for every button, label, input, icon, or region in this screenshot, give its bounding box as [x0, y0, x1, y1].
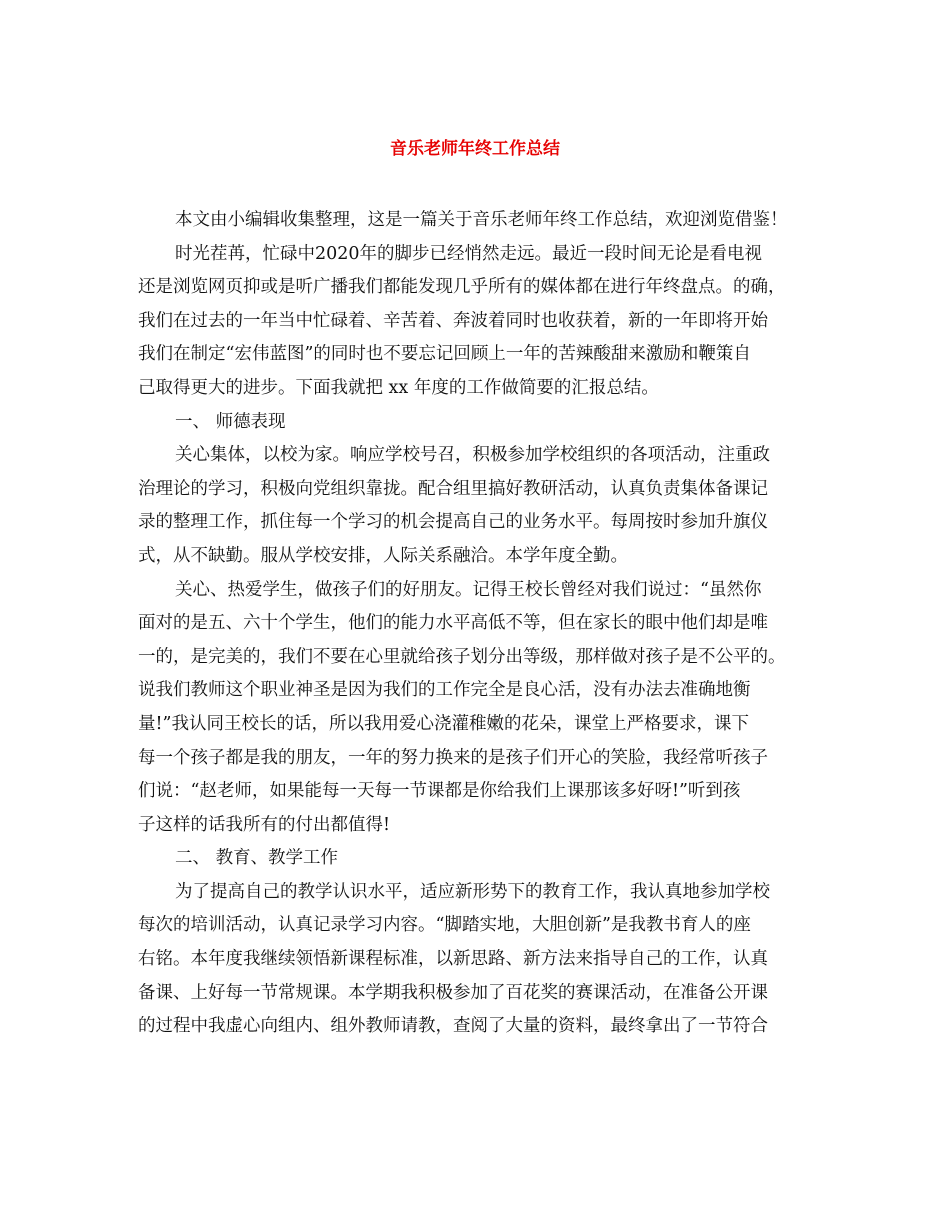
body-text-line: 为了提高自己的教学认识水平，适应新形势下的教育工作，我认真地参加学校 — [175, 881, 770, 902]
body-text-line: 录的整理工作，抓住每一个学习的机会提高自己的业务水平。每周按时参加升旗仪 — [138, 512, 768, 533]
body-text-line: 二、 教育、教学工作 — [175, 848, 339, 869]
body-text-line: 我们在制定“宏伟蓝图”的同时也不要忘记回顾上一年的苦辣酸甜来激励和鞭策自 — [138, 344, 751, 365]
body-text-line: 每次的培训活动，认真记录学习内容。“脚踏实地，大胆创新”是我教书育人的座 — [138, 915, 751, 936]
body-text-line: 的过程中我虚心向组内、组外教师请教，查阅了大量的资料，最终拿出了一节符合 — [138, 1016, 768, 1037]
body-text-line: 一的，是完美的，我们不要在心里就给孩子划分出等级，那样做对孩子是不公平的。 — [138, 646, 786, 667]
body-text-line: 关心、热爱学生，做孩子们的好朋友。记得王校长曾经对我们说过：“虽然你 — [175, 579, 762, 600]
document-body — [138, 204, 810, 1044]
body-text-line: 说我们教师这个职业神圣是因为我们的工作完全是良心活，没有办法去准确地衡 — [138, 680, 751, 701]
body-text-line: 我们在过去的一年当中忙碌着、辛苦着、奔波着同时也收获着，新的一年即将开始 — [138, 310, 768, 331]
body-text-line: 备课、上好每一节常规课。本学期我积极参加了百花奖的赛课活动，在准备公开课 — [138, 982, 768, 1003]
body-text-line: 子这样的话我所有的付出都值得! — [138, 814, 391, 835]
body-text-line: 己取得更大的进步。下面我就把 xx 年度的工作做简要的汇报总结。 — [138, 377, 659, 398]
body-text-line: 治理论的学习，积极向党组织靠拢。配合组里搞好教研活动，认真负责集体备课记 — [138, 478, 768, 499]
body-text-line: 们说：“赵老师，如果能每一天每一节课都是你给我们上课那该多好呀!”听到孩 — [138, 781, 741, 802]
body-text-line: 关心集体，以校为家。响应学校号召，积极参加学校组织的各项活动，注重政 — [175, 445, 770, 466]
body-text-line: 还是浏览网页抑或是听广播我们都能发现几乎所有的媒体都在进行年终盘点。的确， — [138, 277, 786, 298]
body-text-line: 量!”我认同王校长的话，所以我用爱心浇灌稚嫩的花朵，课堂上严格要求，课下 — [138, 713, 749, 734]
body-text-line: 本文由小编辑收集整理，这是一篇关于音乐老师年终工作总结，欢迎浏览借鉴！ — [175, 210, 788, 230]
body-text-line: 时光茬苒，忙碌中2020年的脚步已经悄然走远。最近一段时间无论是看电视 — [175, 243, 763, 264]
body-text-line: 每一个孩子都是我的朋友，一年的努力换来的是孩子们开心的笑脸，我经常听孩子 — [138, 747, 768, 768]
body-text-line: 右铭。本年度我继续领悟新课程标准，以新思路、新方法来指导自己的工作，认真 — [138, 949, 768, 970]
body-text-line: 面对的是五、六十个学生，他们的能力水平高低不等，但在家长的眼中他们却是唯 — [138, 613, 768, 634]
body-text-line: 式，从不缺勤。服从学校安排，人际关系融洽。本学年度全勤。 — [138, 545, 628, 566]
document-title: 音乐老师年终工作总结 — [390, 139, 560, 159]
body-text-line: 一、 师德表现 — [175, 411, 286, 432]
